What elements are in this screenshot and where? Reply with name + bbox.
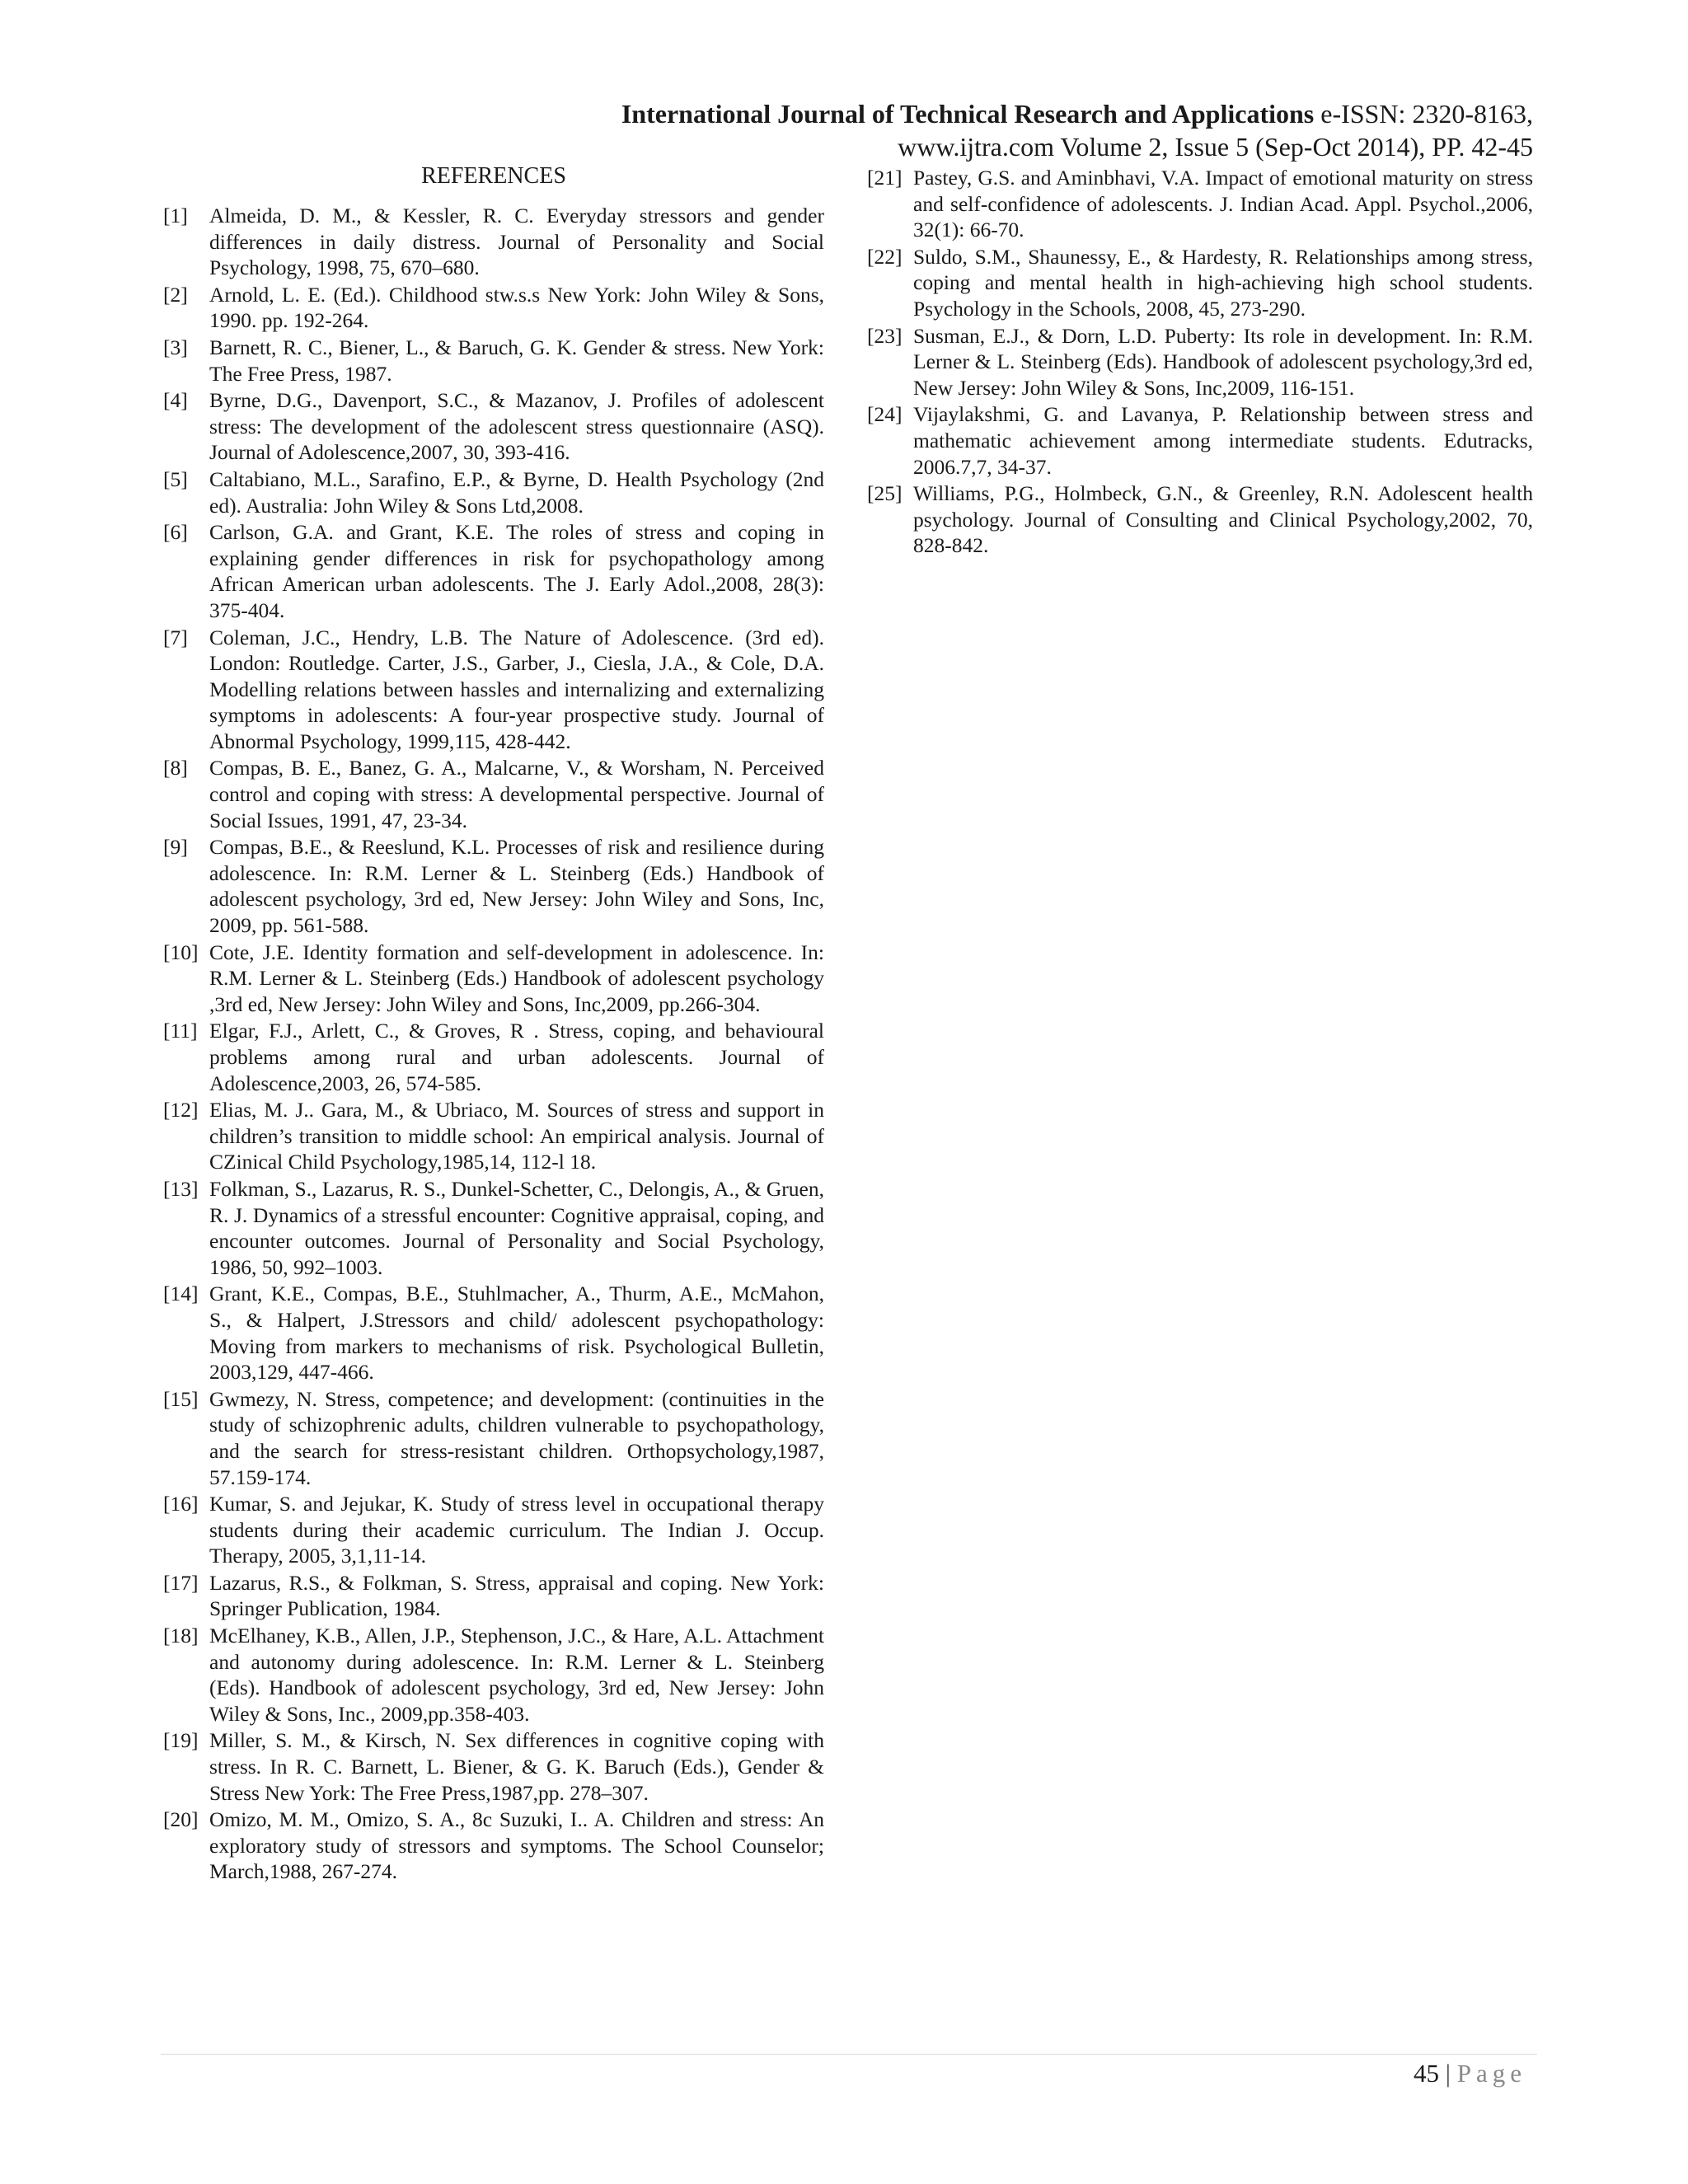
reference-number: [12] bbox=[163, 1098, 199, 1122]
reference-text: Arnold, L. E. (Ed.). Childhood stw.s.s New York: John Wiley & Sons, 1990. pp. 192-264. bbox=[209, 282, 824, 333]
reference-number: [2] bbox=[163, 282, 188, 307]
footer-separator: | bbox=[1445, 2059, 1451, 2088]
reference-text: Lazarus, R.S., & Folkman, S. Stress, appraisal and coping. New York: Springer Publication, 1984. bbox=[209, 1570, 824, 1621]
reference-item bbox=[163, 1727, 824, 1806]
reference-number: [13] bbox=[163, 1176, 199, 1201]
reference-number: [11] bbox=[163, 1019, 198, 1043]
reference-number: [14] bbox=[163, 1282, 199, 1306]
reference-item bbox=[163, 282, 824, 334]
reference-text: Carlson, G.A. and Grant, K.E. The roles of stress and coping in explaining gender differences in risk for psychopathology among African American urban adolescents. The J. Early Adol.,2008, 28(3): 375-404. bbox=[209, 520, 824, 622]
reference-text: Byrne, D.G., Davenport, S.C., & Mazanov, J. Profiles of adolescent stress: The development of the adolescent stress questionnaire (ASQ). Journal of Adolescence,2007, 30, 393-416. bbox=[209, 388, 824, 465]
reference-item bbox=[163, 335, 824, 387]
reference-item bbox=[163, 387, 824, 466]
reference-number: [22] bbox=[867, 244, 903, 269]
reference-text: Vijaylakshmi, G. and Lavanya, P. Relationship between stress and mathematic achievement among intermediate students. Edutracks, 2006.7,7, 34-37. bbox=[913, 402, 1533, 479]
reference-item bbox=[163, 1570, 824, 1622]
reference-item bbox=[163, 1491, 824, 1569]
reference-item bbox=[163, 940, 824, 1018]
reference-text: Elgar, F.J., Arlett, C., & Groves, R . Stress, coping, and behavioural problems among rural and urban adolescents. Journal of Adolescence,2003, 26, 574-585. bbox=[209, 1019, 824, 1095]
reference-text: Williams, P.G., Holmbeck, G.N., & Greenley, R.N. Adolescent health psychology. Journal of Consulting and Clinical Psychology,2002, 70, 828-842. bbox=[913, 481, 1533, 558]
reference-item bbox=[163, 203, 824, 281]
reference-text: Compas, B.E., & Reeslund, K.L. Processes of risk and resilience during adolescence. In: R.M. Lerner & L. Steinberg (Eds.) Handbook of adolescent psychology, 3rd ed, New Jersey: John Wiley and Sons, Inc, 2009, pp. 561-588. bbox=[209, 835, 824, 938]
reference-text: Grant, K.E., Compas, B.E., Stuhlmacher, A., Thurm, A.E., McMahon, S., & Halpert, J.Stressors and child/ adolescent psychopathology: Moving from markers to mechanisms of risk. Psychological Bulletin, 2003,129, 447-466. bbox=[209, 1282, 824, 1385]
reference-text: Caltabiano, M.L., Sarafino, E.P., & Byrne, D. Health Psychology (2nd ed). Australia: John Wiley & Sons Ltd,2008. bbox=[209, 466, 824, 518]
reference-text: Almeida, D. M., & Kessler, R. C. Everyday stressors and gender differences in daily distress. Journal of Personality and Social Psychology, 1998, 75, 670–680. bbox=[209, 204, 824, 280]
reference-item bbox=[163, 1807, 824, 1885]
reference-item bbox=[867, 244, 1533, 322]
reference-number: [7] bbox=[163, 625, 188, 649]
reference-number: [5] bbox=[163, 466, 188, 491]
reference-item bbox=[867, 401, 1533, 480]
reference-item bbox=[163, 1386, 824, 1490]
reference-number: [15] bbox=[163, 1386, 199, 1411]
reference-item bbox=[163, 625, 824, 755]
reference-item bbox=[867, 323, 1533, 401]
issn: e-ISSN: 2320-8163, bbox=[1314, 99, 1533, 129]
footer-divider bbox=[161, 2054, 1537, 2055]
reference-item bbox=[163, 755, 824, 833]
reference-number: [20] bbox=[163, 1807, 199, 1832]
reference-number: [23] bbox=[867, 323, 903, 348]
reference-text: Miller, S. M., & Kirsch, N. Sex differences in cognitive coping with stress. In R. C. Barnett, L. Biener, & G. K. Baruch (Eds.), Gender & Stress New York: The Free Press,1987,pp. 278–307. bbox=[209, 1728, 824, 1805]
reference-text: Pastey, G.S. and Aminbhavi, V.A. Impact of emotional maturity on stress and self-confidence of adolescents. J. Indian Acad. Appl. Psychol.,2006, 32(1): 66-70. bbox=[913, 166, 1533, 242]
page-footer bbox=[1414, 2057, 1526, 2090]
reference-text: Suldo, S.M., Shaunessy, E., & Hardesty, R. Relationships among stress, coping and mental health in high-achieving high school students. Psychology in the Schools, 2008, 45, 273-290. bbox=[913, 244, 1533, 321]
reference-text: McElhaney, K.B., Allen, J.P., Stephenson, J.C., & Hare, A.L. Attachment and autonomy during adolescence. In: R.M. Lerner & L. Steinberg (Eds). Handbook of adolescent psychology, 3rd ed, New Jersey: John Wiley & Sons, Inc., 2009,pp.358-403. bbox=[209, 1624, 824, 1726]
reference-text: Susman, E.J., & Dorn, L.D. Puberty: Its role in development. In: R.M. Lerner & L. Steinberg (Eds). Handbook of adolescent psychology,3rd ed, New Jersey: John Wiley & Sons, Inc,2009, 116-151. bbox=[913, 323, 1533, 400]
reference-number: [4] bbox=[163, 388, 188, 413]
page-label: Page bbox=[1456, 2059, 1526, 2088]
reference-number: [21] bbox=[867, 166, 903, 190]
reference-item bbox=[163, 1623, 824, 1727]
reference-number: [24] bbox=[867, 402, 903, 427]
reference-number: [9] bbox=[163, 835, 188, 860]
reference-text: Omizo, M. M., Omizo, S. A., 8c Suzuki, I.. A. Children and stress: An exploratory study of stressors and symptoms. The School Counselor; March,1988, 267-274. bbox=[209, 1807, 824, 1884]
page-number: 45 bbox=[1414, 2059, 1440, 2088]
header-line-1 bbox=[621, 97, 1533, 130]
reference-text: Folkman, S., Lazarus, R. S., Dunkel-Schetter, C., Delongis, A., & Gruen, R. J. Dynamics of a stressful encounter: Cognitive appraisal, coping, and encounter outcomes. Journal of Personality and Social Psychology, 1986, 50, 992–1003. bbox=[209, 1176, 824, 1279]
journal-title: International Journal of Technical Research and Applications bbox=[621, 99, 1315, 129]
reference-number: [18] bbox=[163, 1624, 199, 1648]
reference-item bbox=[163, 1097, 824, 1175]
reference-item bbox=[163, 834, 824, 938]
section-title: REFERENCES bbox=[421, 163, 566, 189]
reference-text: Kumar, S. and Jejukar, K. Study of stress level in occupational therapy students during their academic curriculum. The Indian J. Occup. Therapy, 2005, 3,1,11-14. bbox=[209, 1492, 824, 1568]
reference-text: Compas, B. E., Banez, G. A., Malcarne, V., & Worsham, N. Perceived control and coping with stress: A developmental perspective. Journal of Social Issues, 1991, 47, 23-34. bbox=[209, 756, 824, 832]
running-header bbox=[621, 97, 1533, 163]
reference-item bbox=[163, 1018, 824, 1096]
reference-number: [19] bbox=[163, 1728, 199, 1753]
reference-item bbox=[163, 466, 824, 518]
left-column bbox=[163, 162, 824, 1886]
reference-number: [25] bbox=[867, 481, 903, 506]
reference-text: Coleman, J.C., Hendry, L.B. The Nature of Adolescence. (3rd ed). London: Routledge. Carter, J.S., Garber, J., Ciesla, J.A., & Cole, D.A. Modelling relations between hassles and internalizing and externalizing symptoms in adolescents: A four-year prospective study. Journal of Abnormal Psychology, 1999,115, 428-442. bbox=[209, 625, 824, 753]
reference-text: Gwmezy, N. Stress, competence; and development: (continuities in the study of schizophrenic adults, children vulnerable to psychopathology, and the search for stress-resistant children. Orthopsychology,1987, 57.159-174. bbox=[209, 1386, 824, 1489]
reference-number: [8] bbox=[163, 756, 188, 780]
reference-item bbox=[867, 165, 1533, 243]
reference-number: [16] bbox=[163, 1492, 199, 1516]
reference-list-right bbox=[867, 165, 1533, 559]
reference-text: Elias, M. J.. Gara, M., & Ubriaco, M. Sources of stress and support in children’s transition to middle school: An empirical analysis. Journal of CZinical Child Psychology,1985,14, 112-l 18. bbox=[209, 1098, 824, 1174]
reference-text: Barnett, R. C., Biener, L., & Baruch, G. K. Gender & stress. New York: The Free Press, 1987. bbox=[209, 335, 824, 386]
reference-number: [17] bbox=[163, 1570, 199, 1595]
header-line-2: www.ijtra.com Volume 2, Issue 5 (Sep-Oct 2014), PP. 42-45 bbox=[898, 132, 1533, 162]
reference-text: Cote, J.E. Identity formation and self-development in adolescence. In: R.M. Lerner & L. Steinberg (Eds.) Handbook of adolescent psychology ,3rd ed, New Jersey: John Wiley and Sons, Inc,2009, pp.266-304. bbox=[209, 940, 824, 1016]
reference-number: [3] bbox=[163, 335, 188, 359]
reference-number: [10] bbox=[163, 940, 199, 964]
reference-item bbox=[163, 1281, 824, 1385]
reference-number: [1] bbox=[163, 204, 188, 227]
reference-item bbox=[163, 1176, 824, 1280]
reference-item bbox=[163, 519, 824, 623]
reference-number: [6] bbox=[163, 520, 188, 545]
reference-item bbox=[867, 480, 1533, 559]
right-column bbox=[867, 165, 1533, 560]
reference-list-left bbox=[163, 203, 824, 1885]
